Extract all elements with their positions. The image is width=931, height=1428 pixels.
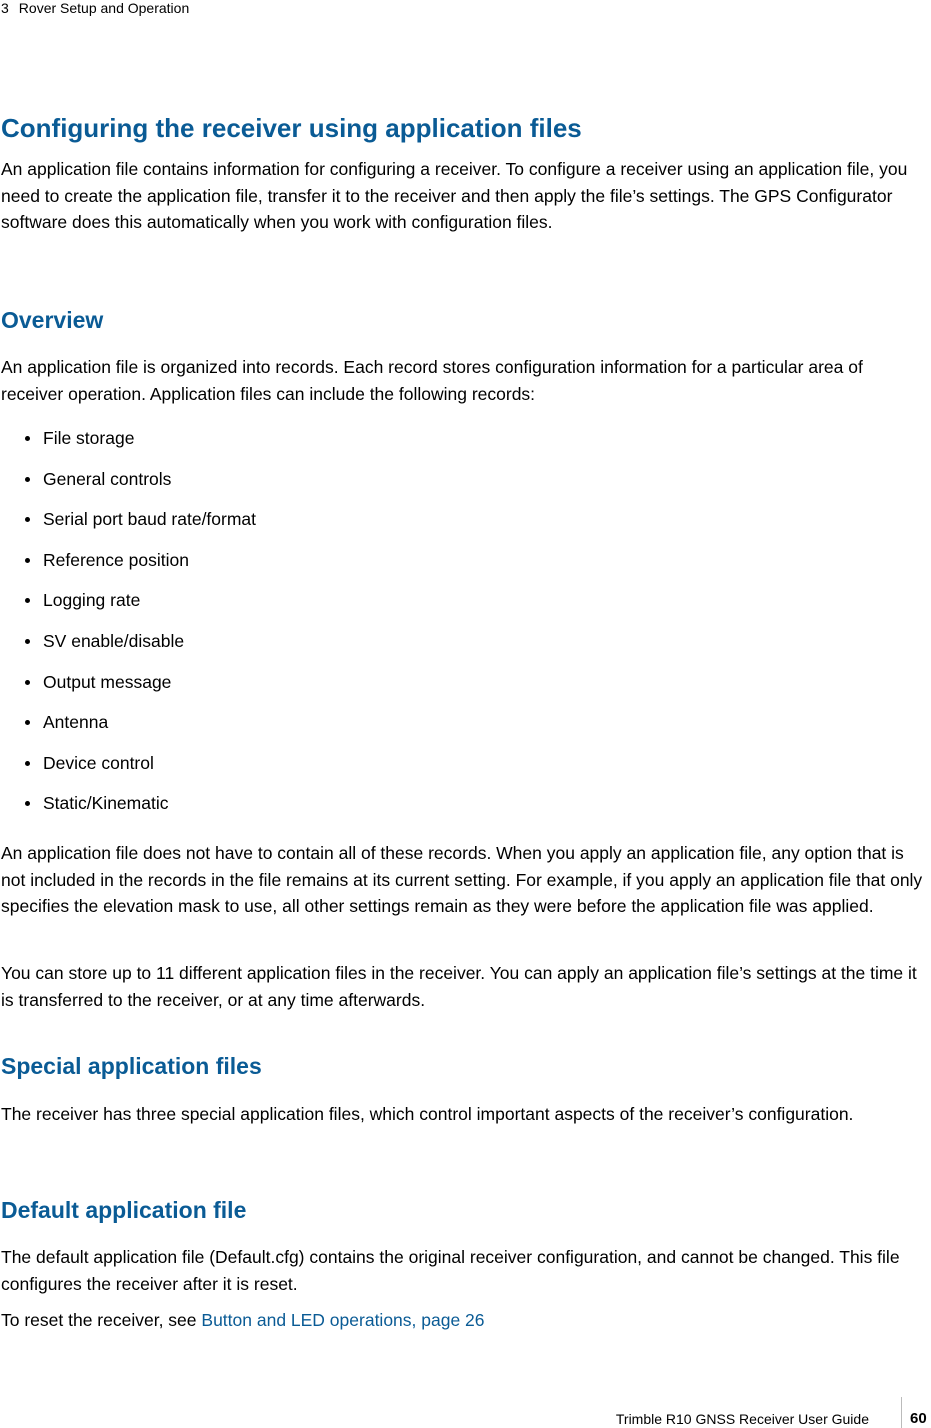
records-optional-paragraph: An application file does not have to contain all of these records. When you apply an application file, any option that is not included in the records in the file remains at its current setting. For example, if you apply an application file that only specifies the elevation mask to use, all other settings remain as they were before the application file was applied. xyxy=(1,843,923,916)
document-page: 3 Rover Setup and Operation Configuring the receiver using application files An application file contains information for configuring a receiver. To configure a receiver using an application file, you need to create the application file, transfer it to the receiver and then apply the file’s settings. The GPS Configurator software does this automatically when you work with configuration files. Overview An application file is organized into records. Each record stores configuration information for a particular area of receiver operation. Application files can include the following records: File storage General controls Serial port baud rate/format Reference position Logging rate SV enable/disable Output message Antenna Device control Static/Kinematic An application file does not have to contain all of these records. When you apply an application file, any option that is not included in the records in the file remains at its current setting. For example, if you apply an application file that only specifies the elevation mask to use, all other settings remain as they were before the application file was applied. You can store up to 11 different application files in the receiver. You can apply an application file’s settings at the time it is transferred to the receiver, or at any time afterwards. Special application files The receiver has three special application files, which control important aspects of the receiver’s configuration. Default application file The default application file (Default.cfg) contains the original receiver configuration, and cannot be changed. This file configures the receiver after it is reset. To reset the receiver, see Button and LED operations, page 26 Trimble R10 GNSS Receiver User Guide 60 xyxy=(0,0,931,1428)
running-header xyxy=(1,0,189,16)
button-led-operations-link[interactable]: Button and LED operations, page 26 xyxy=(201,1310,485,1330)
bullet-icon xyxy=(25,720,30,725)
bullet-icon xyxy=(25,517,30,522)
bullet-icon xyxy=(25,680,30,685)
default-file-text: The default application file (Default.cfg) contains the original receiver configuration, and cannot be changed. This file configures the receiver after it is reset. xyxy=(1,1247,900,1294)
section-title: Configuring the receiver using application files xyxy=(1,113,582,143)
section-intro: An application file contains information for configuring a receiver. To configure a receiver using an application file, you need to create the application file, transfer it to the receiver and then apply the file’s settings. The GPS Configurator software does this automatically when you work with configuration files. xyxy=(1,159,908,232)
bullet-icon xyxy=(25,598,30,603)
footer-divider xyxy=(901,1397,902,1428)
footer-page-number: 60 xyxy=(910,1410,927,1427)
bullet-icon xyxy=(25,761,30,766)
chapter-title: Rover Setup and Operation xyxy=(18,0,190,16)
storage-paragraph: You can store up to 11 different application files in the receiver. You can apply an application file’s settings at the time it is transferred to the receiver, or at any time afterwards. xyxy=(1,963,917,1010)
special-files-text: The receiver has three special application files, which control important aspects of the receiver’s configuration. xyxy=(1,1104,854,1124)
bullet-icon xyxy=(25,801,30,806)
overview-intro: An application file is organized into records. Each record stores configuration information for a particular area of receiver operation. Application files can include the following records: xyxy=(1,357,863,404)
overview-heading: Overview xyxy=(1,307,104,333)
bullet-icon xyxy=(25,558,30,563)
chapter-number: 3 xyxy=(1,0,9,16)
reset-prefix: To reset the receiver, see xyxy=(1,1310,202,1330)
special-files-heading: Special application files xyxy=(1,1053,262,1079)
bullet-icon xyxy=(25,477,30,482)
footer-guide-title: Trimble R10 GNSS Receiver User Guide xyxy=(615,1411,869,1427)
bullet-icon xyxy=(25,639,30,644)
default-file-heading: Default application file xyxy=(1,1197,247,1223)
reset-paragraph xyxy=(1,1307,929,1334)
bullet-icon xyxy=(25,436,30,441)
